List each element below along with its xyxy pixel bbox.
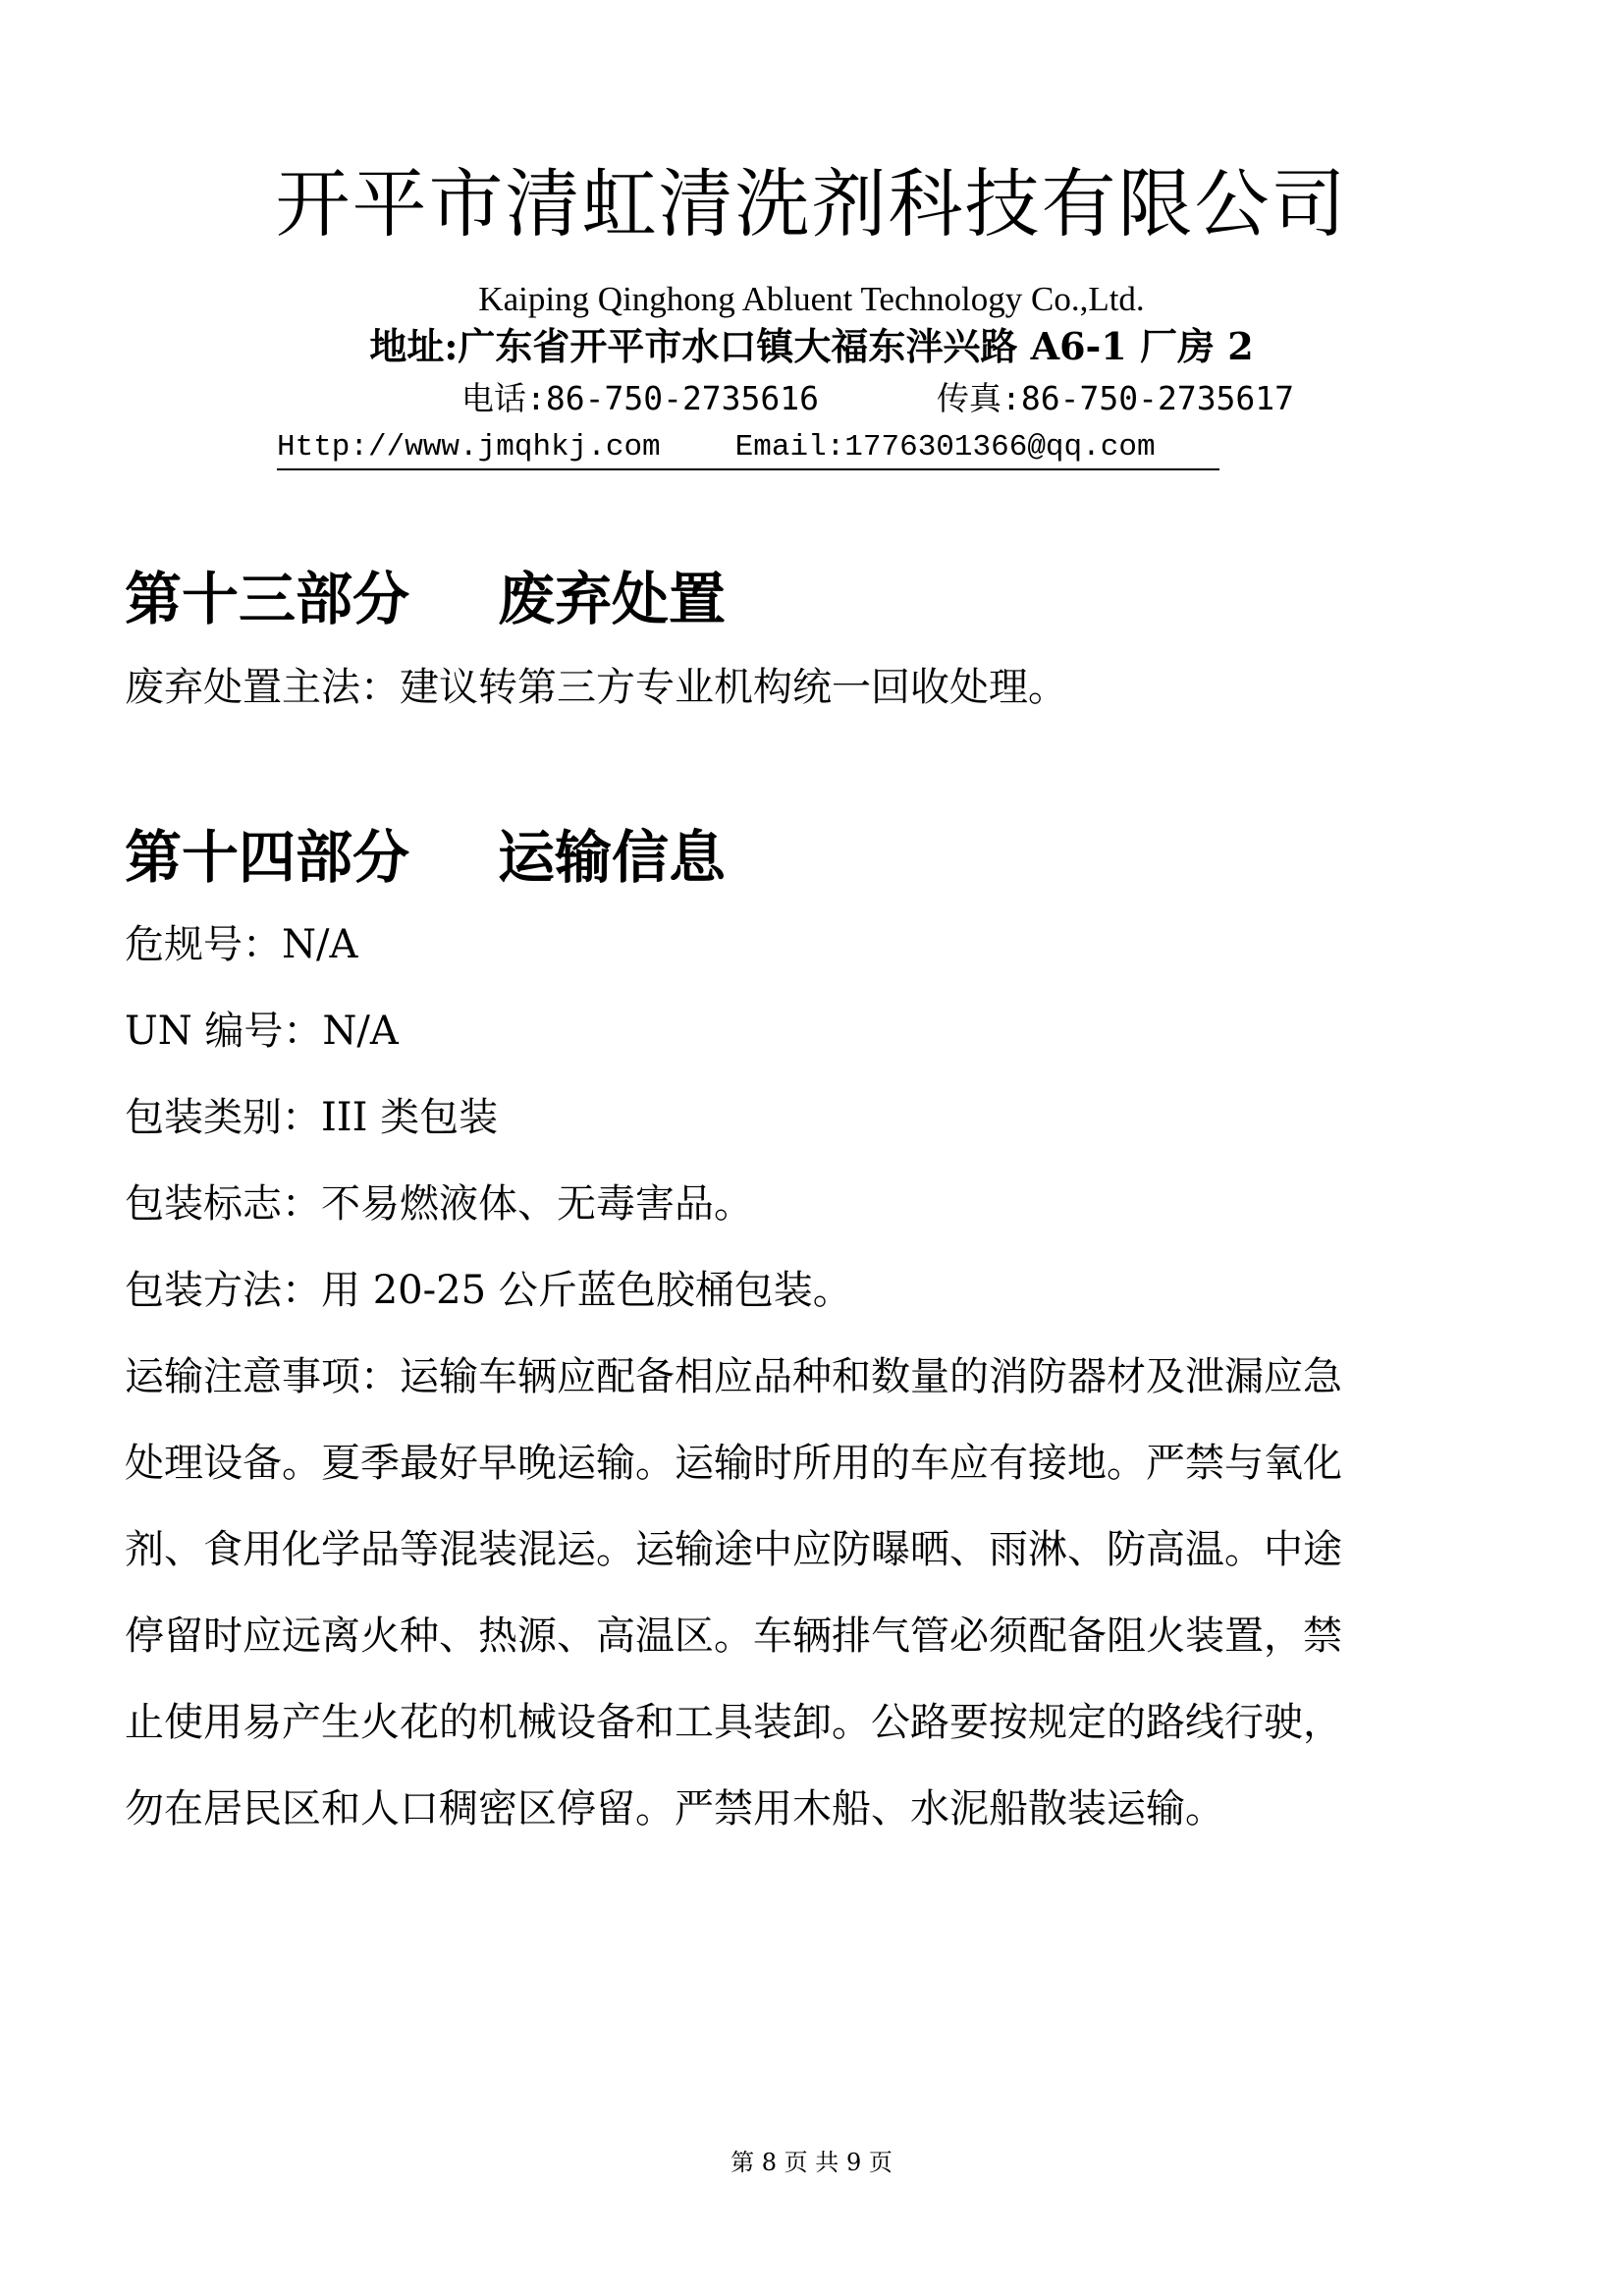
transport-notes-line: 运输注意事项：运输车辆应配备相应品种和数量的消防器材及泄漏应急	[125, 1354, 1342, 1399]
transport-notes-line: 剂、食用化学品等混装混运。运输途中应防曝晒、雨淋、防高温。中途	[125, 1527, 1342, 1572]
company-name-cn: 开平市清虹清洗剂科技有限公司	[275, 160, 1348, 247]
section13-number: 第十三部分	[125, 566, 410, 632]
contact-row	[461, 377, 1294, 420]
transport-notes-line: 处理设备。夏季最好早晚运输。运输时所用的车应有接地。严禁与氧化	[125, 1441, 1342, 1486]
transport-notes-line: 止使用易产生火花的机械设备和工具装卸。公路要按规定的路线行驶，	[125, 1700, 1342, 1745]
company-address: 地址:广东省开平市水口镇大福东泮兴路 A6-1 厂房 2	[369, 324, 1254, 368]
section14-number: 第十四部分	[125, 824, 410, 891]
phone-number: 电话:86-750-2735616	[461, 379, 820, 417]
company-name-en: Kaiping Qinghong Abluent Technology Co.,Ltd.	[478, 280, 1145, 318]
transport-un-number: UN 编号：N/A	[125, 1009, 399, 1054]
transport-packing-method: 包装方法：用 20-25 公斤蓝色胶桶包装。	[125, 1268, 852, 1313]
section13-heading	[125, 563, 726, 635]
transport-notes-line: 停留时应远离火种、热源、高温区。车辆排气管必须配备阻火装置，禁	[125, 1613, 1342, 1659]
section13-title: 废弃处置	[498, 566, 727, 632]
transport-hazard-code: 危规号：N/A	[125, 922, 358, 967]
section14-heading	[125, 821, 726, 894]
web-contact-row	[277, 427, 1219, 470]
page-number: 第 8 页 共 9 页	[730, 2149, 893, 2176]
email-link[interactable]: Email:1776301366@qq.com	[734, 430, 1156, 465]
section14-title: 运输信息	[498, 824, 727, 891]
transport-notes-line: 勿在居民区和人口稠密区停留。严禁用木船、水泥船散装运输。	[125, 1786, 1224, 1831]
transport-packing-group: 包装类别：III 类包装	[125, 1095, 499, 1140]
fax-number: 传真:86-750-2735617	[937, 379, 1295, 417]
section13-body: 废弃处置主法：建议转第三方专业机构统一回收处理。	[125, 665, 1067, 710]
transport-packing-mark: 包装标志：不易燃液体、无毒害品。	[125, 1181, 753, 1227]
website-link[interactable]: Http://www.jmqhkj.com	[277, 430, 661, 465]
